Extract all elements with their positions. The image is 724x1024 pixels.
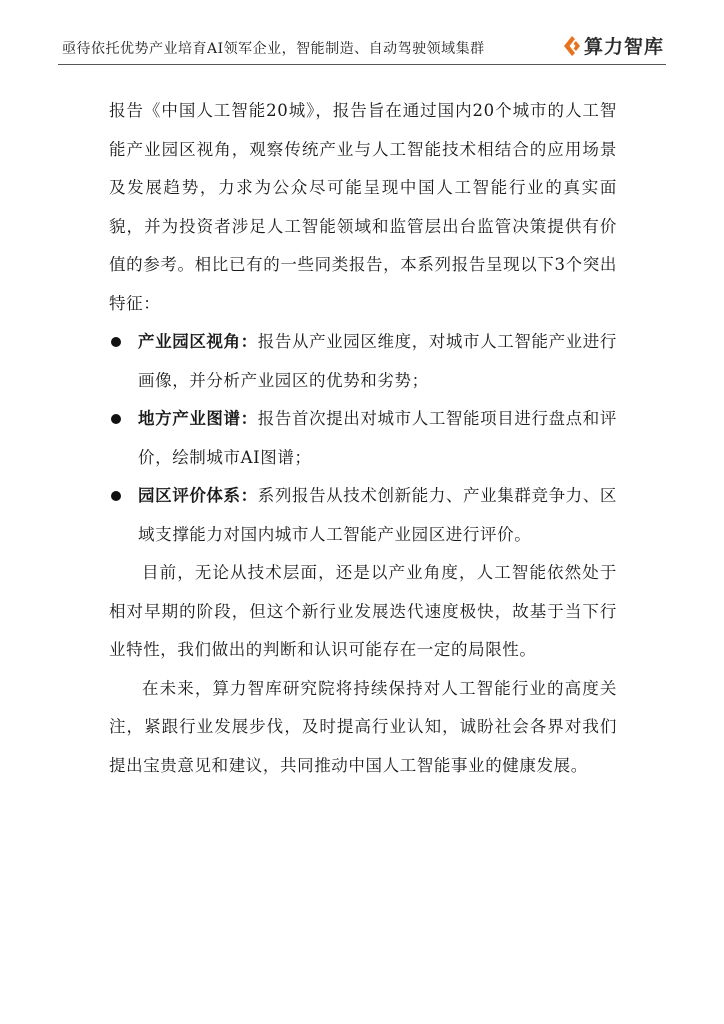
bullet-icon (111, 414, 121, 424)
document-body (109, 92, 617, 785)
bullet-text: 报告从产业园区维度，对城市人工智能产业进行画像，并分析产业园区的优势和劣势； (138, 332, 617, 390)
bullet-term: 园区评价体系： (138, 486, 258, 505)
bullet-text: 系列报告从技术创新能力、产业集群竞争力、区域支撑能力对国内城市人工智能产业园区进行评价。 (138, 486, 617, 544)
intro-paragraph: 报告《中国人工智能20城》，报告旨在通过国内20个城市的人工智能产业园区视角，观察传统产业与人工智能技术相结合的应用场景及发展趋势，力求为公众尽可能呈现中国人工智能行业的真实面貌，并为投资者涉足人工智能领域和监管层出台监管决策提供有价值的参考。相比已有的一些同类报告，本系列报告呈现以下3个突出特征： (109, 101, 617, 313)
list-item (109, 477, 617, 554)
bullet-term: 地方产业图谱： (138, 409, 258, 428)
bullet-icon (111, 337, 121, 347)
brand-mark-icon (561, 35, 581, 57)
bullet-term: 产业园区视角： (138, 332, 258, 351)
page-header (62, 30, 664, 64)
paragraph-current-state: 目前，无论从技术层面，还是以产业角度，人工智能依然处于相对早期的阶段，但这个新行业发展迭代速度极快，故基于当下行业特性，我们做出的判断和认识可能存在一定的局限性。 (109, 563, 617, 659)
paragraph-future: 在未来，算力智库研究院将持续保持对人工智能行业的高度关注，紧跟行业发展步伐，及时提高行业认知，诚盼社会各界对我们提出宝贵意见和建议，共同推动中国人工智能事业的健康发展。 (109, 678, 617, 775)
header-divider (58, 64, 666, 65)
bullet-text: 报告首次提出对城市人工智能项目进行盘点和评价，绘制城市AI图谱； (138, 409, 617, 467)
header-title: 亟待依托优势产业培育AI领军企业，智能制造、自动驾驶领域集群 (62, 41, 485, 57)
logo-text: 算力智库 (583, 36, 664, 58)
list-item (109, 323, 617, 400)
brand-logo (561, 32, 664, 59)
list-item (109, 400, 617, 477)
bullet-icon (111, 491, 121, 501)
